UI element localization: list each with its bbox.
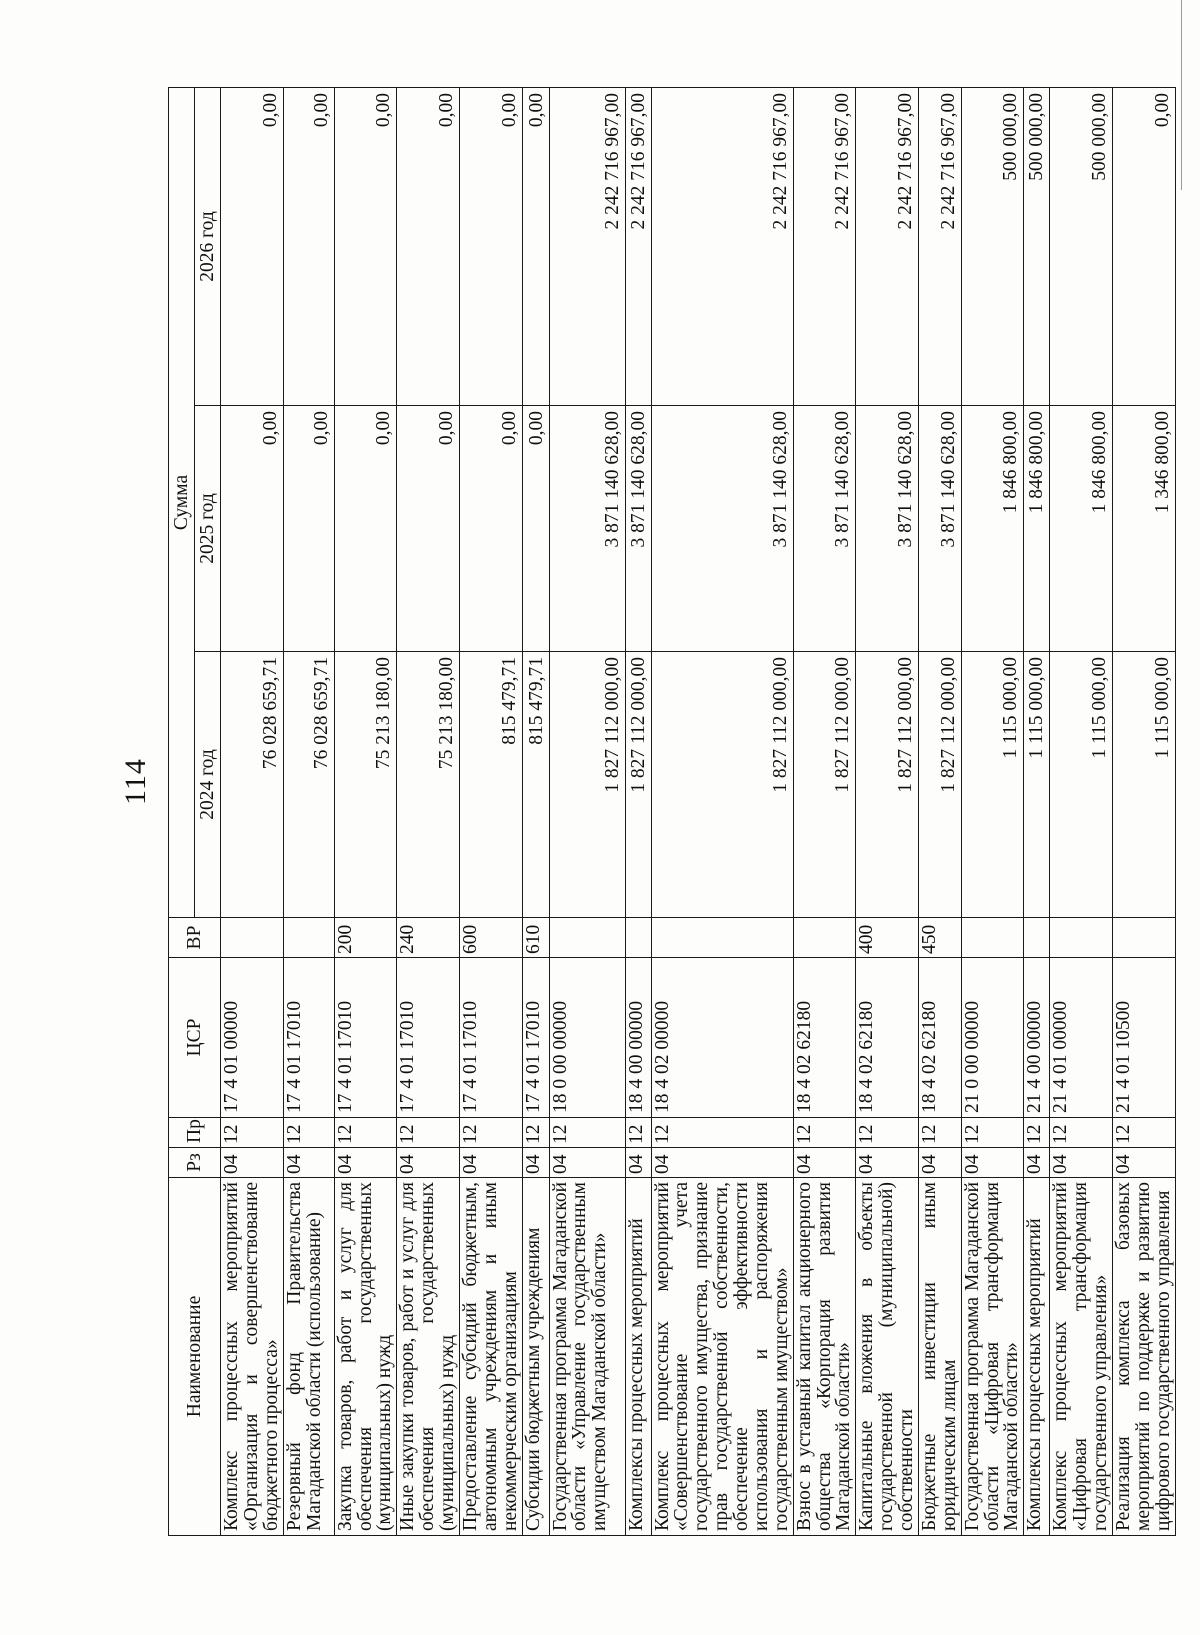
scan-margin-line [1181, 0, 1182, 190]
table-row [856, 88, 919, 1536]
table-row [1112, 88, 1175, 1536]
row-amount-2025: 3 871 140 628,00 [625, 406, 651, 652]
row-name: Резервный фонд Правительства Магаданской области (использование) [283, 1178, 334, 1536]
row-amount-2024: 1 115 000,00 [1024, 652, 1050, 918]
row-vr: 200 [334, 918, 397, 958]
row-pr: 12 [856, 1118, 919, 1148]
header-pr: Пр [169, 1118, 221, 1148]
row-rz: 04 [549, 1148, 625, 1178]
row-vr: 610 [522, 918, 549, 958]
header-sum: Сумма [169, 88, 195, 918]
row-pr: 12 [397, 1118, 460, 1148]
row-rz: 04 [625, 1148, 651, 1178]
row-name: Капитальные вложения в объекты государственной (муниципальной) собственности [856, 1178, 919, 1536]
row-vr: 450 [918, 918, 961, 958]
row-pr: 12 [459, 1118, 522, 1148]
row-rz: 04 [334, 1148, 397, 1178]
row-vr: 240 [397, 918, 460, 958]
row-rz: 04 [856, 1148, 919, 1178]
row-csr: 18 4 02 62180 [793, 958, 856, 1118]
table-row [625, 88, 651, 1536]
table-row [1024, 88, 1050, 1536]
row-vr [549, 918, 625, 958]
row-csr: 17 4 01 17010 [283, 958, 334, 1118]
row-name: Комплекс процессных мероприятий «Совершенствование учета государственного имущества, признание прав государственной собственности, обеспечение эффективности использования и распоряжения государственным имуществом» [651, 1178, 793, 1536]
row-name: Комплекс процессных мероприятий «Организация и совершенствование бюджетного процесса» [221, 1178, 284, 1536]
row-vr: 600 [459, 918, 522, 958]
row-name: Комплексы процессных мероприятий [1024, 1178, 1050, 1536]
row-name: Государственная программа Магаданской области «Цифровая трансформация Магаданской области» [961, 1178, 1024, 1536]
row-name: Комплексы процессных мероприятий [625, 1178, 651, 1536]
row-vr [283, 918, 334, 958]
row-amount-2025: 1 846 800,00 [961, 406, 1024, 652]
row-csr: 21 4 01 00000 [1050, 958, 1113, 1118]
row-amount-2024: 1 827 112 000,00 [793, 652, 856, 918]
header-year-2025: 2025 год [195, 406, 221, 652]
budget-table [168, 87, 1176, 1536]
row-csr: 18 0 00 00000 [549, 958, 625, 1118]
header-rz: Рз [169, 1148, 221, 1178]
row-amount-2025: 0,00 [283, 406, 334, 652]
row-pr: 12 [918, 1118, 961, 1148]
row-amount-2025: 0,00 [459, 406, 522, 652]
row-vr [961, 918, 1024, 958]
row-csr: 17 4 01 00000 [221, 958, 284, 1118]
table-row [793, 88, 856, 1536]
table-row [334, 88, 397, 1536]
row-rz: 04 [1050, 1148, 1113, 1178]
row-csr: 18 4 02 62180 [918, 958, 961, 1118]
row-csr: 18 4 02 00000 [651, 958, 793, 1118]
table-row [651, 88, 793, 1536]
row-amount-2026: 500 000,00 [1050, 88, 1113, 406]
table-row [283, 88, 334, 1536]
row-vr [221, 918, 284, 958]
row-name: Взнос в уставный капитал акционерного общества «Корпорация развития Магаданской области» [793, 1178, 856, 1536]
row-amount-2024: 1 827 112 000,00 [856, 652, 919, 918]
row-amount-2024: 76 028 659,71 [283, 652, 334, 918]
row-amount-2025: 3 871 140 628,00 [793, 406, 856, 652]
row-amount-2025: 3 871 140 628,00 [651, 406, 793, 652]
row-name: Комплекс процессных мероприятий «Цифровая трансформация государственного управления» [1050, 1178, 1113, 1536]
header-year-2024: 2024 год [195, 652, 221, 918]
row-rz: 04 [221, 1148, 284, 1178]
row-amount-2025: 3 871 140 628,00 [918, 406, 961, 652]
row-rz: 04 [961, 1148, 1024, 1178]
table-row [397, 88, 460, 1536]
row-vr: 400 [856, 918, 919, 958]
row-amount-2025: 1 846 800,00 [1024, 406, 1050, 652]
row-name: Субсидии бюджетным учреждениям [522, 1178, 549, 1536]
header-name: Наименование [169, 1178, 221, 1536]
row-amount-2025: 1 346 800,00 [1112, 406, 1175, 652]
row-csr: 17 4 01 17010 [334, 958, 397, 1118]
row-csr: 18 4 00 00000 [625, 958, 651, 1118]
row-amount-2025: 1 846 800,00 [1050, 406, 1113, 652]
row-amount-2024: 815 479,71 [522, 652, 549, 918]
row-amount-2026: 500 000,00 [1024, 88, 1050, 406]
rotated-table-container [168, 88, 1174, 1536]
row-amount-2026: 500 000,00 [961, 88, 1024, 406]
row-vr [625, 918, 651, 958]
row-amount-2024: 1 827 112 000,00 [651, 652, 793, 918]
row-rz: 04 [397, 1148, 460, 1178]
header-year-2026: 2026 год [195, 88, 221, 406]
row-pr: 12 [1050, 1118, 1113, 1148]
row-pr: 12 [522, 1118, 549, 1148]
row-rz: 04 [283, 1148, 334, 1178]
row-amount-2026: 0,00 [221, 88, 284, 406]
row-csr: 21 0 00 00000 [961, 958, 1024, 1118]
row-amount-2025: 0,00 [221, 406, 284, 652]
row-rz: 04 [1112, 1148, 1175, 1178]
table-row [1050, 88, 1113, 1536]
row-pr: 12 [625, 1118, 651, 1148]
table-body [221, 88, 1176, 1536]
row-name: Иные закупки товаров, работ и услуг для обеспечения государственных (муниципальных) нужд [397, 1178, 460, 1536]
row-amount-2026: 0,00 [1112, 88, 1175, 406]
row-amount-2024: 1 827 112 000,00 [549, 652, 625, 918]
row-rz: 04 [793, 1148, 856, 1178]
row-csr: 21 4 00 00000 [1024, 958, 1050, 1118]
row-vr [1050, 918, 1113, 958]
row-amount-2026: 0,00 [459, 88, 522, 406]
row-amount-2024: 1 827 112 000,00 [625, 652, 651, 918]
row-pr: 12 [651, 1118, 793, 1148]
row-vr [1112, 918, 1175, 958]
row-amount-2024: 1 115 000,00 [961, 652, 1024, 918]
row-csr: 21 4 01 10500 [1112, 958, 1175, 1118]
page-number: 114 [119, 758, 152, 805]
table-row [221, 88, 284, 1536]
row-amount-2026: 2 242 716 967,00 [856, 88, 919, 406]
row-name: Бюджетные инвестиции иным юридическим лицам [918, 1178, 961, 1536]
row-amount-2024: 1 115 000,00 [1050, 652, 1113, 918]
row-amount-2024: 76 028 659,71 [221, 652, 284, 918]
row-name: Государственная программа Магаданской области «Управление государственным имуществом Магаданской области» [549, 1178, 625, 1536]
row-rz: 04 [1024, 1148, 1050, 1178]
row-amount-2024: 75 213 180,00 [397, 652, 460, 918]
row-amount-2025: 0,00 [522, 406, 549, 652]
header-csr: ЦСР [169, 958, 221, 1118]
row-rz: 04 [522, 1148, 549, 1178]
row-pr: 12 [334, 1118, 397, 1148]
row-vr [1024, 918, 1050, 958]
row-amount-2024: 1 827 112 000,00 [918, 652, 961, 918]
table-row [918, 88, 961, 1536]
row-csr: 17 4 01 17010 [397, 958, 460, 1118]
row-amount-2025: 3 871 140 628,00 [549, 406, 625, 652]
row-amount-2024: 1 115 000,00 [1112, 652, 1175, 918]
row-amount-2026: 2 242 716 967,00 [651, 88, 793, 406]
row-amount-2025: 0,00 [397, 406, 460, 652]
row-amount-2026: 2 242 716 967,00 [549, 88, 625, 406]
row-rz: 04 [459, 1148, 522, 1178]
row-amount-2026: 0,00 [397, 88, 460, 406]
table-row [522, 88, 549, 1536]
row-amount-2026: 2 242 716 967,00 [918, 88, 961, 406]
row-amount-2026: 0,00 [522, 88, 549, 406]
row-amount-2024: 815 479,71 [459, 652, 522, 918]
table-row [549, 88, 625, 1536]
row-pr: 12 [549, 1118, 625, 1148]
row-name: Предоставление субсидий бюджетным, автономным учреждениям и иным некоммерческим организациям [459, 1178, 522, 1536]
row-amount-2026: 2 242 716 967,00 [625, 88, 651, 406]
row-pr: 12 [1112, 1118, 1175, 1148]
row-amount-2026: 0,00 [334, 88, 397, 406]
row-amount-2025: 3 871 140 628,00 [856, 406, 919, 652]
table-row [459, 88, 522, 1536]
row-pr: 12 [1024, 1118, 1050, 1148]
row-csr: 17 4 01 17010 [522, 958, 549, 1118]
row-name: Реализация комплекса базовых мероприятий по поддержке и развитию цифрового государственного управления [1112, 1178, 1175, 1536]
row-rz: 04 [651, 1148, 793, 1178]
row-amount-2024: 75 213 180,00 [334, 652, 397, 918]
row-rz: 04 [918, 1148, 961, 1178]
row-amount-2025: 0,00 [334, 406, 397, 652]
row-name: Закупка товаров, работ и услуг для обеспечения государственных (муниципальных) нужд [334, 1178, 397, 1536]
row-pr: 12 [221, 1118, 284, 1148]
row-vr [793, 918, 856, 958]
row-vr [651, 918, 793, 958]
row-pr: 12 [793, 1118, 856, 1148]
row-pr: 12 [283, 1118, 334, 1148]
row-amount-2026: 0,00 [283, 88, 334, 406]
row-csr: 18 4 02 62180 [856, 958, 919, 1118]
table-row [961, 88, 1024, 1536]
row-pr: 12 [961, 1118, 1024, 1148]
row-csr: 17 4 01 17010 [459, 958, 522, 1118]
header-vr: ВР [169, 918, 221, 958]
row-amount-2026: 2 242 716 967,00 [793, 88, 856, 406]
